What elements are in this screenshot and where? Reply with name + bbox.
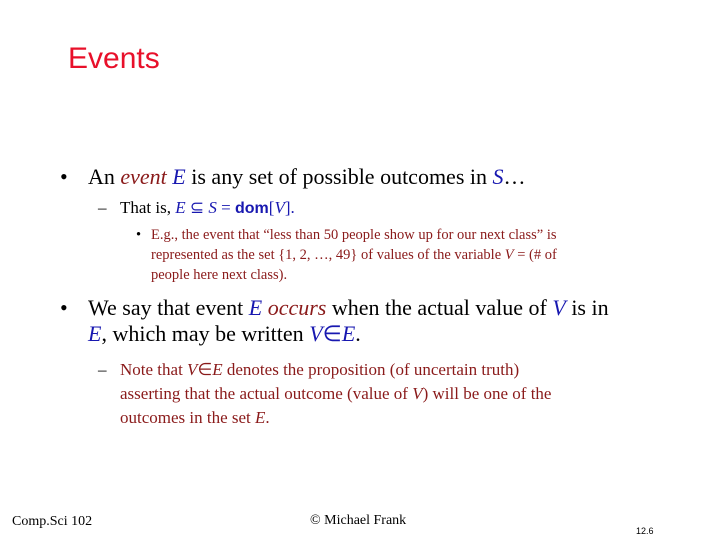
footer-course: Comp.Sci 102 [12, 514, 93, 529]
text-run: when the actual value of [326, 295, 553, 320]
var-V: V [412, 384, 423, 403]
var-E: E [255, 408, 266, 427]
text-line: people here next class). [151, 267, 288, 283]
bullet-1-text [88, 164, 526, 190]
text-run: represented as the set {1, 2, …, 49} of values of the variable [151, 247, 505, 263]
text-run: is in [565, 295, 609, 320]
bullet-2-text [88, 295, 609, 347]
var-S: S [208, 198, 217, 217]
var-S: S [492, 164, 504, 189]
var-E: E [175, 198, 186, 217]
text-line [151, 245, 557, 265]
text-run: = (# of [513, 247, 557, 263]
text-run: We say that event [88, 295, 249, 320]
slide-title: Events [68, 42, 160, 75]
dom-function: dom [234, 200, 269, 217]
term-occurs: occurs [267, 295, 327, 320]
var-E: E [212, 360, 223, 379]
text-run: … [503, 164, 526, 189]
sub-sub-bullet-1-text [151, 225, 557, 285]
text-run: That is, [120, 198, 176, 217]
var-E: E [248, 295, 263, 320]
dash-glyph: – [98, 360, 107, 379]
var-V: V [274, 198, 285, 217]
element-of-symbol: ∈ [197, 360, 213, 379]
page-number: 12.6 [636, 526, 654, 536]
term-event: event [120, 164, 167, 189]
text-line [120, 382, 551, 406]
text-run: outcomes in the set [120, 408, 256, 427]
var-E: E [341, 321, 356, 346]
bracket: ]. [284, 198, 295, 217]
text-run: . [265, 408, 270, 427]
footer-author: © Michael Frank [310, 513, 407, 528]
var-V: V [187, 360, 198, 379]
text-line [88, 321, 609, 347]
var-E: E [172, 164, 186, 189]
equals-symbol: = [216, 198, 235, 217]
text-run: . [355, 321, 361, 346]
bullet-glyph: • [60, 295, 68, 320]
text-line [120, 358, 551, 382]
text-run: asserting that the actual outcome (value of [120, 384, 413, 403]
text-run: An [88, 164, 121, 189]
bracket: [ [268, 198, 275, 217]
sub-bullet-2-text [120, 358, 551, 430]
var-V: V [504, 247, 514, 263]
var-V: V [309, 321, 323, 346]
sub-bullet-1-text [120, 196, 295, 221]
text-run: , which may be written [101, 321, 310, 346]
var-E: E [88, 321, 102, 346]
subset-symbol: ⊆ [185, 198, 209, 217]
text-line [88, 295, 609, 321]
text-run: ) will be one of the [422, 384, 552, 403]
dash-glyph: – [98, 198, 107, 217]
element-of-symbol: ∈ [322, 321, 342, 346]
dot-glyph: • [136, 227, 142, 243]
text-run: Note that [120, 360, 188, 379]
var-V: V [552, 295, 566, 320]
text-line [120, 406, 551, 430]
bullet-glyph: • [60, 164, 68, 189]
text-run: is any set of possible outcomes in [185, 164, 493, 189]
text-line: E.g., the event that “less than 50 people show up for our next class” is [151, 227, 557, 243]
text-run: denotes the proposition (of uncertain truth) [222, 360, 520, 379]
